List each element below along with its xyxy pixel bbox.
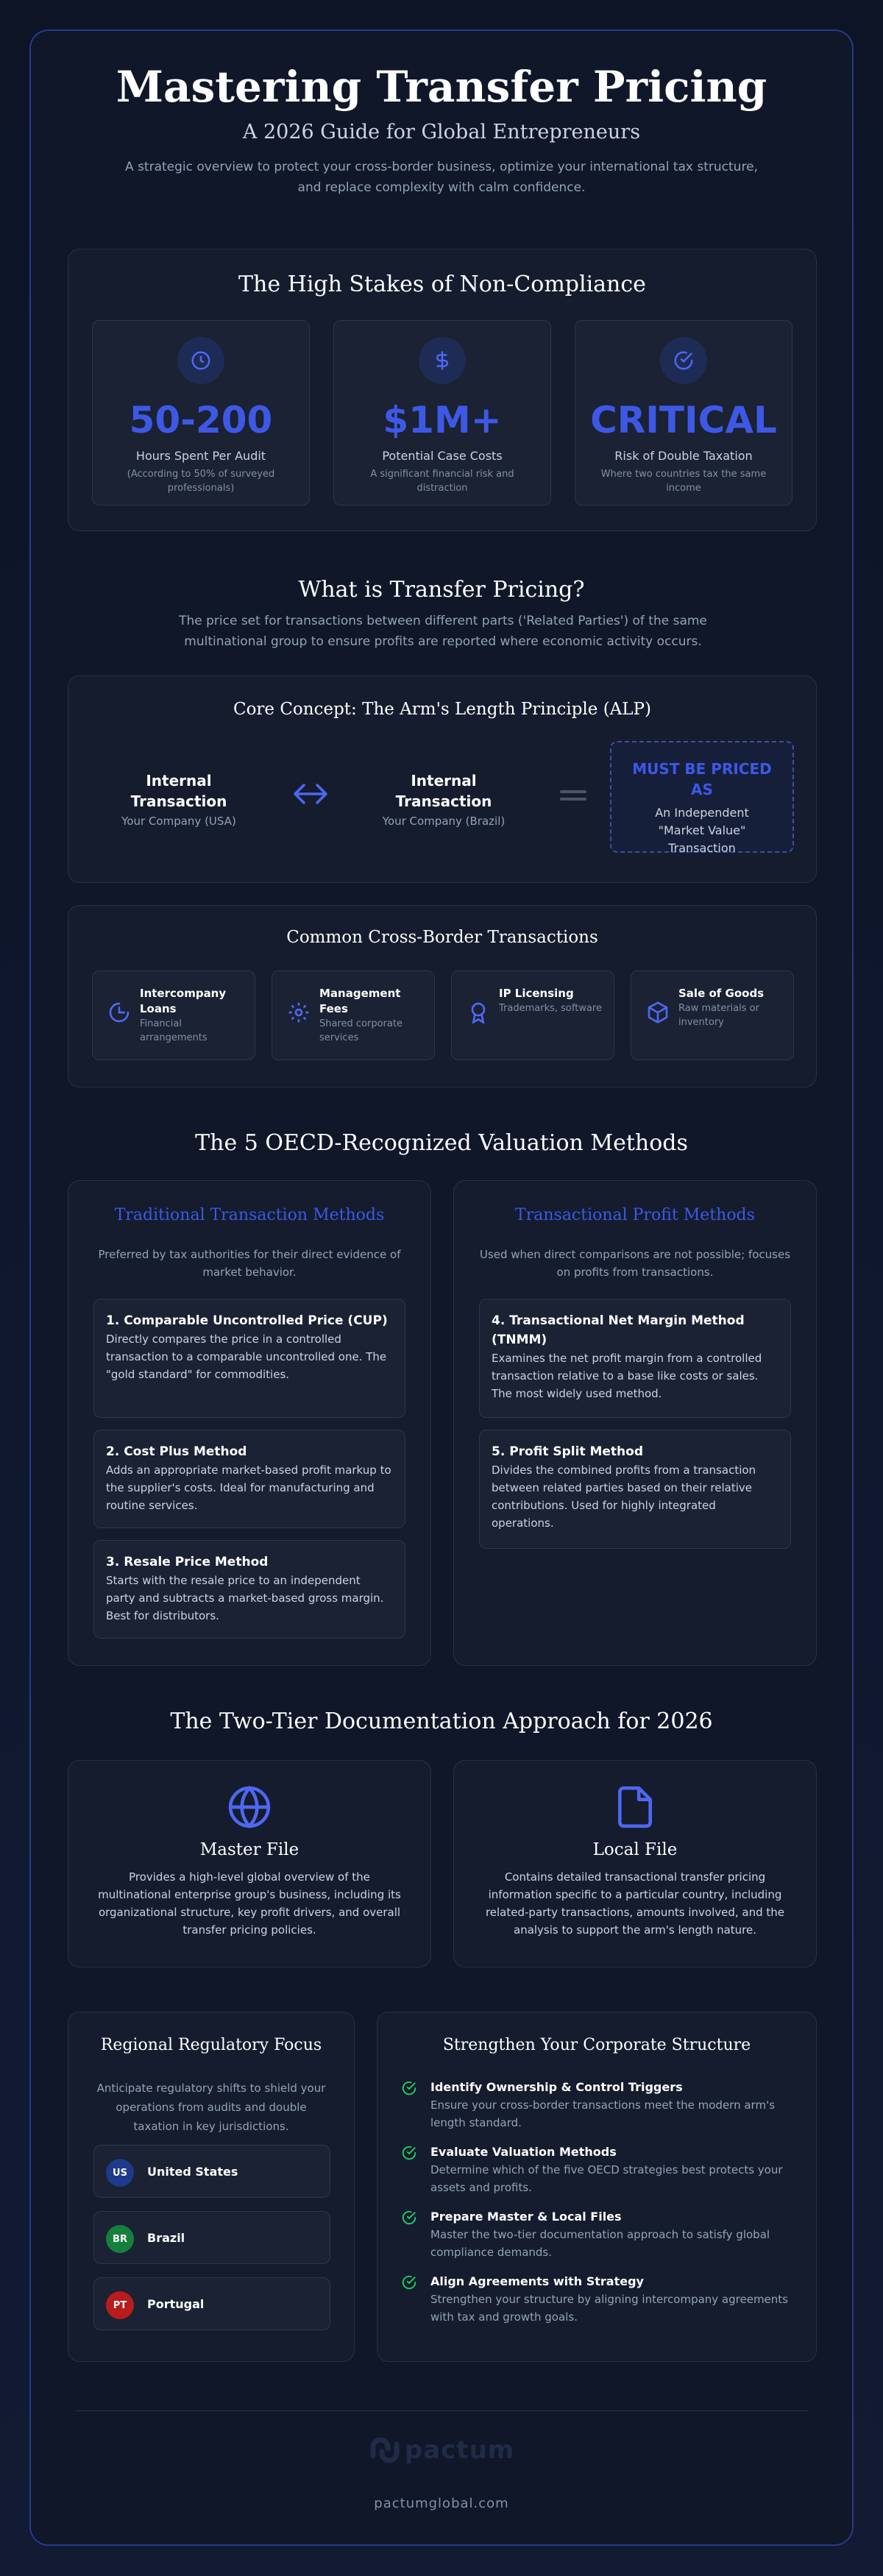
region-badge: US xyxy=(106,2159,134,2187)
region-name: Brazil xyxy=(147,2231,185,2245)
page-frame xyxy=(29,29,854,2546)
page-title: Mastering Transfer Pricing xyxy=(116,62,767,112)
checklist-desc: Determine which of the five OECD strategies best protects your assets and profits. xyxy=(430,2163,783,2194)
checklist-item xyxy=(401,2143,795,2196)
method-title: 2. Cost Plus Method xyxy=(106,1444,247,1459)
methods-title: The 5 OECD-Recognized Valuation Methods xyxy=(195,1130,688,1156)
traditional-methods-panel xyxy=(68,1180,431,1666)
checklist-desc: Master the two-tier documentation approach to satisfy global compliance demands. xyxy=(430,2228,770,2259)
equals-icon xyxy=(558,788,588,806)
checklist-item xyxy=(401,2208,795,2261)
pactum-logo-mark xyxy=(369,2434,401,2466)
alp-party-title: Internal Transaction xyxy=(395,772,492,810)
method-title: 4. Transactional Net Margin Method (TNMM) xyxy=(492,1313,745,1347)
check-circle-icon xyxy=(401,2274,417,2291)
hero xyxy=(31,62,852,198)
footer-link[interactable]: pactumglobal.com xyxy=(374,2496,509,2511)
footer-logo-text: pactum xyxy=(404,2435,515,2465)
method-desc: Examines the net profit margin from a controlled transaction relative to a base like costs or sales. The most widely used method. xyxy=(492,1352,762,1400)
docs-title: The Two-Tier Documentation Approach for 2026 xyxy=(170,1709,713,1734)
alp-result-title: MUST BE PRICED AS xyxy=(632,760,772,798)
transaction-sub: Raw materials or inventory xyxy=(678,1003,759,1028)
stat-card-risk xyxy=(575,320,792,505)
method-title: 3. Resale Price Method xyxy=(106,1555,269,1569)
stat-label: Risk of Double Taxation xyxy=(614,449,753,463)
method-card xyxy=(93,1540,405,1639)
stat-value: 50-200 xyxy=(129,399,273,441)
loan-icon xyxy=(107,1001,132,1026)
check-circle-icon xyxy=(401,2145,417,2161)
region-item-pt xyxy=(93,2277,330,2330)
stat-note: A significant financial risk and distraction xyxy=(370,469,514,494)
transaction-title: Management Fees xyxy=(319,987,401,1015)
footer-logo xyxy=(31,2434,852,2466)
alp-panel xyxy=(68,675,817,883)
stat-value: $1M+ xyxy=(383,399,502,441)
method-card xyxy=(93,1430,405,1528)
stat-label: Hours Spent Per Audit xyxy=(135,449,266,463)
transactions-title: Common Cross-Border Transactions xyxy=(286,928,598,947)
check-circle-icon xyxy=(401,2210,417,2226)
traditional-title: Traditional Transaction Methods xyxy=(114,1206,385,1224)
local-file-title: Local File xyxy=(592,1840,678,1859)
transaction-sub: Financial arrangements xyxy=(140,1018,208,1043)
checklist-item xyxy=(401,2079,795,2132)
stat-value: CRITICAL xyxy=(590,399,777,441)
region-badge: BR xyxy=(106,2225,134,2253)
local-file-card xyxy=(453,1760,817,1968)
what-desc: The price set for transactions between different parts ('Related Parties') of the same multinational group to ensure profits are reported where economic activity occurs. xyxy=(179,614,707,649)
stat-note: Where two countries tax the same income xyxy=(600,469,767,494)
alp-title: Core Concept: The Arm's Length Principle (ALP) xyxy=(233,700,652,719)
alp-result-sub: An Independent "Market Value" Transaction xyxy=(655,806,749,855)
regional-title: Regional Regulatory Focus xyxy=(100,2036,322,2054)
alp-party-brazil xyxy=(363,770,525,828)
transaction-card xyxy=(631,971,794,1060)
alp-party-sub: Your Company (Brazil) xyxy=(382,815,506,828)
globe-icon xyxy=(68,1784,430,1833)
method-desc: Starts with the resale price to an independent party and subtracts a market-based gross margin. Best for distributors. xyxy=(106,1574,384,1622)
footer-divider xyxy=(75,2410,808,2411)
regional-panel xyxy=(68,2012,355,2362)
page-subtitle: A 2026 Guide for Global Entrepreneurs xyxy=(242,121,641,143)
profit-methods-panel xyxy=(453,1180,817,1666)
method-desc: Directly compares the price in a controlled transaction to a comparable uncontrolled one. The "gold standard" for commodities. xyxy=(106,1333,387,1381)
method-desc: Divides the combined profits from a transaction between related parties based on their relative contributions. Used for highly integrated operations. xyxy=(492,1463,756,1530)
alp-party-sub: Your Company (USA) xyxy=(121,815,236,828)
exchange-arrows-icon xyxy=(291,779,330,812)
gear-icon xyxy=(287,1001,312,1026)
method-desc: Adds an appropriate market-based profit markup to the supplier's costs. Ideal for manufacturing and routine services. xyxy=(106,1463,391,1512)
method-card xyxy=(93,1299,405,1418)
master-file-desc: Provides a high-level global overview of the multinational enterprise group's business, including its organizational structure, key profit drivers, and overall transfer pricing policies. xyxy=(98,1870,401,1937)
checklist-title: Prepare Master & Local Files xyxy=(430,2210,622,2224)
dollar-icon xyxy=(419,337,466,384)
transaction-card xyxy=(92,971,255,1060)
strengthen-title: Strengthen Your Corporate Structure xyxy=(442,2036,751,2054)
local-file-desc: Contains detailed transactional transfer pricing information specific to a particular country, including related-party transactions, amounts involved, and the analysis to support the arm's length nature. xyxy=(485,1870,785,1937)
traditional-desc: Preferred by tax authorities for their direct evidence of market behavior. xyxy=(98,1248,401,1279)
checklist-item xyxy=(401,2273,795,2326)
checklist-title: Identify Ownership & Control Triggers xyxy=(430,2080,683,2094)
stakes-panel xyxy=(68,249,817,531)
master-file-card xyxy=(68,1760,431,1968)
alp-party-usa xyxy=(105,770,252,828)
file-icon xyxy=(454,1784,816,1833)
stat-card-costs xyxy=(333,320,551,505)
transaction-card xyxy=(272,971,435,1060)
alp-result-box xyxy=(610,741,794,853)
profit-desc: Used when direct comparisons are not possible; focuses on profits from transactions. xyxy=(479,1248,791,1279)
master-file-title: Master File xyxy=(199,1840,299,1859)
method-title: 5. Profit Split Method xyxy=(492,1444,644,1459)
method-title: 1. Comparable Uncontrolled Price (CUP) xyxy=(106,1313,388,1328)
regional-desc: Anticipate regulatory shifts to shield your operations from audits and double taxation in key jurisdictions. xyxy=(96,2082,326,2133)
strengthen-panel xyxy=(377,2012,817,2362)
transaction-sub: Trademarks, software xyxy=(499,1003,602,1014)
method-card xyxy=(479,1299,791,1418)
stakes-title: The High Stakes of Non-Compliance xyxy=(238,272,646,297)
checklist-desc: Ensure your cross-border transactions meet the modern arm's length standard. xyxy=(430,2098,776,2129)
method-card xyxy=(479,1430,791,1549)
stat-label: Potential Case Costs xyxy=(382,449,503,463)
stat-card-hours xyxy=(92,320,310,505)
region-item-us xyxy=(93,2145,330,2198)
transaction-title: Intercompany Loans xyxy=(140,987,227,1015)
transaction-title: IP Licensing xyxy=(499,987,574,1000)
alp-party-title: Internal Transaction xyxy=(130,772,227,810)
box-icon xyxy=(646,1001,671,1026)
award-icon xyxy=(467,1001,492,1026)
checklist-title: Evaluate Valuation Methods xyxy=(430,2145,617,2159)
what-title: What is Transfer Pricing? xyxy=(298,577,585,603)
checklist-title: Align Agreements with Strategy xyxy=(430,2274,644,2288)
region-item-br xyxy=(93,2211,330,2264)
region-name: Portugal xyxy=(147,2297,205,2311)
transaction-sub: Shared corporate services xyxy=(319,1018,403,1043)
region-badge: PT xyxy=(106,2291,134,2319)
transaction-title: Sale of Goods xyxy=(678,987,765,1000)
profit-title: Transactional Profit Methods xyxy=(515,1206,755,1224)
page-intro: A strategic overview to protect your cross-border business, optimize your international tax structure, and replace complexity with calm confidence. xyxy=(125,160,758,195)
clock-icon xyxy=(177,337,224,384)
check-circle-icon xyxy=(401,2080,417,2096)
transactions-panel xyxy=(68,905,817,1087)
check-circle-icon xyxy=(660,337,707,384)
transaction-card xyxy=(451,971,614,1060)
region-name: United States xyxy=(147,2165,238,2179)
checklist-desc: Strengthen your structure by aligning intercompany agreements with tax and growth goals. xyxy=(430,2293,788,2324)
stat-note: (According to 50% of surveyed professionals) xyxy=(127,469,275,494)
